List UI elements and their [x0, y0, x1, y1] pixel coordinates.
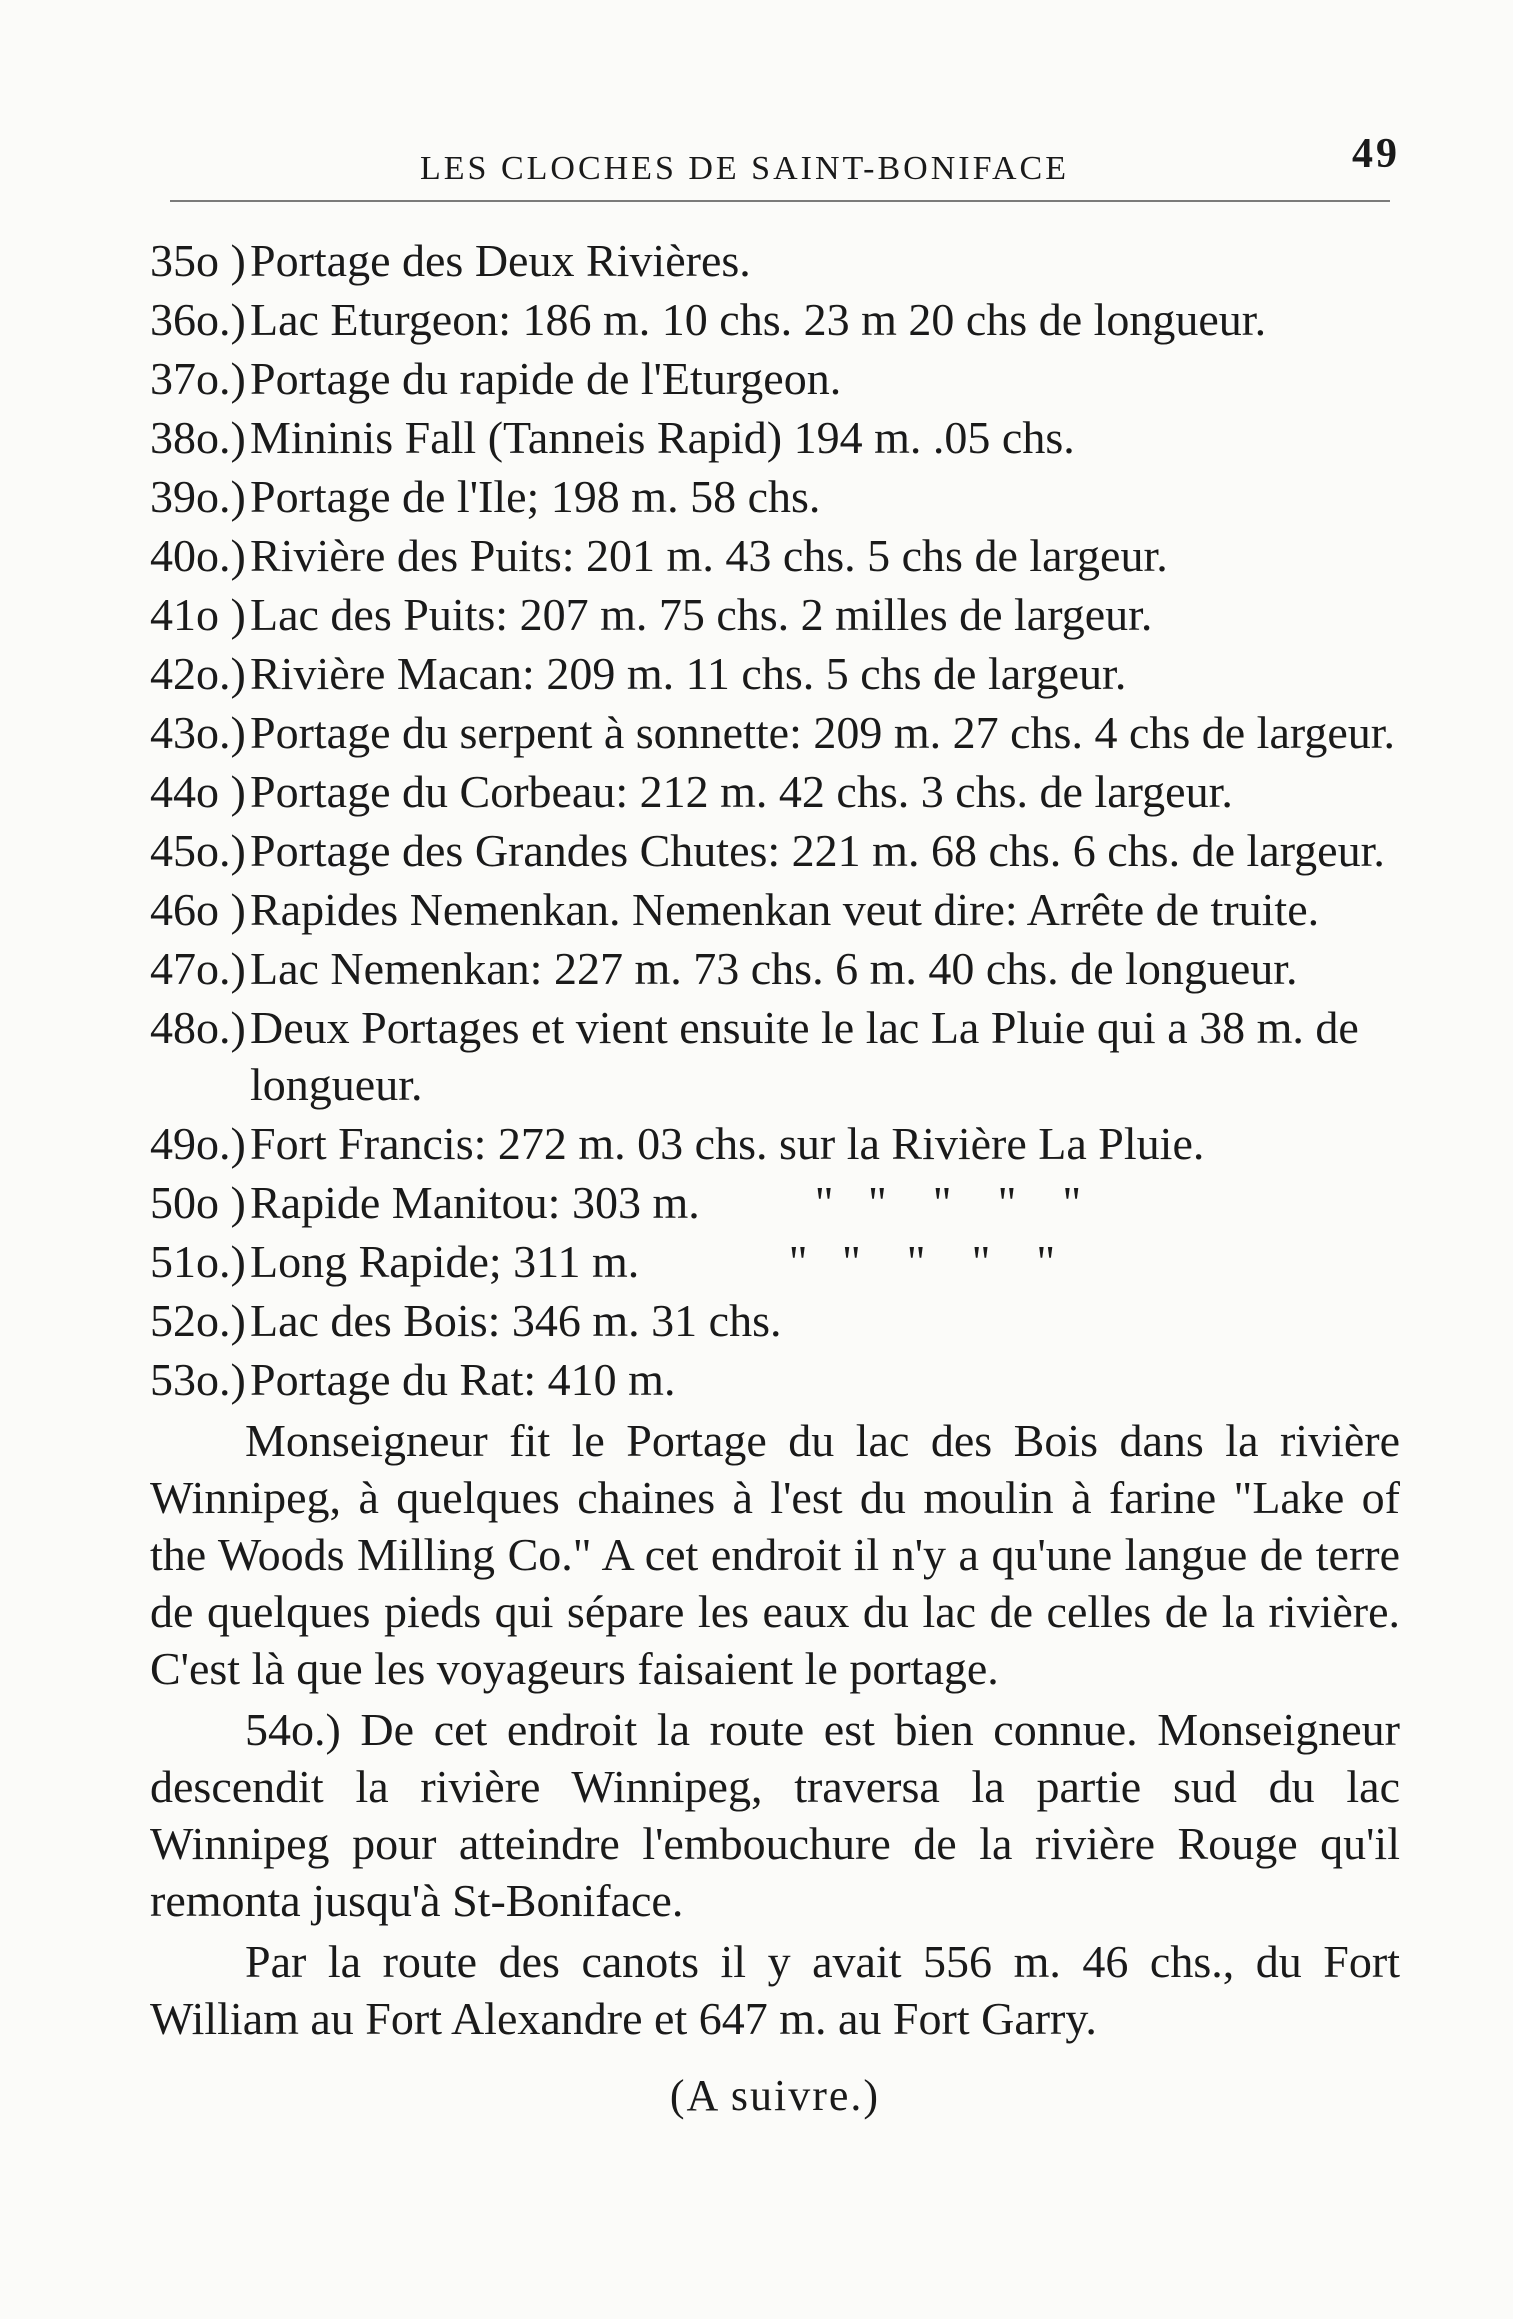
continuation-note: (A suivre.)	[669, 2071, 881, 2120]
entry-text: Rivière Macan: 209 m. 11 chs. 5 chs de largeur.	[250, 648, 1127, 699]
list-item	[150, 586, 1400, 643]
list-item	[150, 881, 1400, 938]
list-item	[150, 1233, 1400, 1290]
list-item	[150, 291, 1400, 348]
list-item	[150, 1174, 1400, 1231]
header-rule	[170, 200, 1390, 202]
entry-text: Lac Nemenkan: 227 m. 73 chs. 6 m. 40 chs. de longueur.	[250, 943, 1298, 994]
entry-number: 41o )	[150, 589, 246, 640]
list-item	[150, 1292, 1400, 1349]
list-item	[150, 645, 1400, 702]
entry-number: 47o.)	[150, 943, 246, 994]
entry-text: Deux Portages et vient ensuite le lac La Pluie qui a 38 m. de longueur.	[250, 1002, 1371, 1110]
entry-number: 39o.)	[150, 471, 246, 522]
list-item	[150, 232, 1400, 289]
list-item	[150, 1351, 1400, 1408]
entry-list	[150, 232, 1400, 1408]
list-item	[150, 704, 1400, 761]
entry-number: 48o.)	[150, 1002, 246, 1053]
list-item	[150, 999, 1400, 1113]
entry-number: 38o.)	[150, 412, 246, 463]
entry-number: 50o )	[150, 1177, 246, 1228]
entry-text: Rapides Nemenkan. Nemenkan veut dire: Arrête de truite.	[250, 884, 1320, 935]
paragraph: Par la route des canots il y avait 556 m. 46 chs., du Fort William au Fort Alexandre et 647 m. au Fort Garry.	[150, 1936, 1400, 2044]
page-body	[150, 232, 1400, 2124]
entry-text: Portage des Grandes Chutes: 221 m. 68 chs. 6 chs. de largeur.	[250, 825, 1385, 876]
entry-number: 46o )	[150, 884, 246, 935]
entry-text: Rapide Manitou: 303 m. " " " " "	[250, 1177, 1082, 1228]
entry-text: Portage des Deux Rivières.	[250, 235, 751, 286]
entry-text: Fort Francis: 272 m. 03 chs. sur la Rivière La Pluie.	[250, 1118, 1205, 1169]
entry-text: Lac Eturgeon: 186 m. 10 chs. 23 m 20 chs de longueur.	[250, 294, 1267, 345]
list-item	[150, 763, 1400, 820]
running-title: LES CLOCHES DE SAINT-BONIFACE	[420, 150, 1069, 187]
entry-number: 52o.)	[150, 1295, 246, 1346]
entry-text: Portage de l'Ile; 198 m. 58 chs.	[250, 471, 821, 522]
list-item	[150, 468, 1400, 525]
running-header	[150, 120, 1400, 200]
entry-number: 36o.)	[150, 294, 246, 345]
list-item	[150, 822, 1400, 879]
entry-number: 43o.)	[150, 707, 246, 758]
list-item	[150, 350, 1400, 407]
paragraph: 54o.) De cet endroit la route est bien connue. Monseigneur descendit la rivière Winnipeg, traversa la partie sud du lac Winnipeg pour atteindre l'embouchure de la rivière Rouge qu'il remonta jusqu'à St-Boniface.	[150, 1704, 1400, 1926]
entry-number: 51o.)	[150, 1236, 246, 1287]
entry-number: 40o.)	[150, 530, 246, 581]
entry-text: Portage du Corbeau: 212 m. 42 chs. 3 chs. de largeur.	[250, 766, 1233, 817]
entry-text: Lac des Puits: 207 m. 75 chs. 2 milles de largeur.	[250, 589, 1153, 640]
entry-number: 44o )	[150, 766, 246, 817]
paragraph: Monseigneur fit le Portage du lac des Bois dans la rivière Winnipeg, à quelques chaines à l'est du moulin à farine "Lake of the Woods Milling Co." A cet endroit il n'y a qu'une langue de terre de quelques pieds qui sépare les eaux du lac de celles de la rivière. C'est là que les voyageurs faisaient le portage.	[150, 1415, 1400, 1694]
list-item	[150, 940, 1400, 997]
entry-number: 35o )	[150, 235, 246, 286]
entry-text: Mininis Fall (Tanneis Rapid) 194 m. .05 chs.	[250, 412, 1075, 463]
entry-text: Lac des Bois: 346 m. 31 chs.	[250, 1295, 782, 1346]
entry-number: 53o.)	[150, 1354, 246, 1405]
entry-text: Portage du rapide de l'Eturgeon.	[250, 353, 842, 404]
list-item	[150, 527, 1400, 584]
entry-number: 42o.)	[150, 648, 246, 699]
page	[150, 120, 1400, 2124]
entry-text: Portage du Rat: 410 m.	[250, 1354, 676, 1405]
list-item	[150, 409, 1400, 466]
list-item	[150, 1115, 1400, 1172]
entry-number: 49o.)	[150, 1118, 246, 1169]
entry-text: Portage du serpent à sonnette: 209 m. 27 chs. 4 chs de largeur.	[250, 707, 1396, 758]
entry-number: 37o.)	[150, 353, 246, 404]
page-number: 49	[1352, 131, 1400, 177]
entry-text: Long Rapide; 311 m. " " " " "	[250, 1236, 1056, 1287]
entry-number: 45o.)	[150, 825, 246, 876]
entry-text: Rivière des Puits: 201 m. 43 chs. 5 chs de largeur.	[250, 530, 1168, 581]
